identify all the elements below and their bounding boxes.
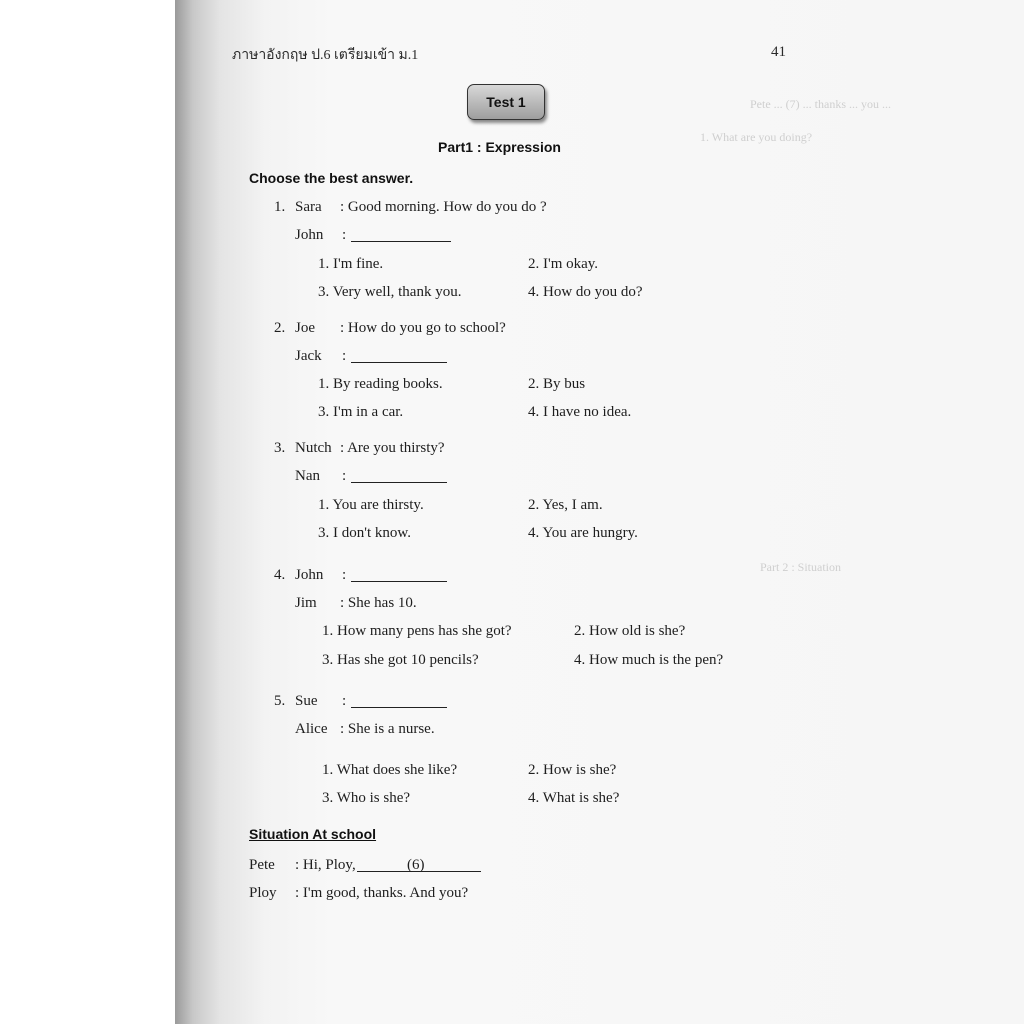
dialogue-line: : I'm good, thanks. And you? <box>295 885 469 901</box>
option: 2. I'm okay. <box>528 256 599 272</box>
dialogue-line: : <box>342 227 347 243</box>
option: 4. How much is the pen? <box>574 652 724 668</box>
speaker-name: Jim <box>295 595 317 611</box>
option: 4. You are hungry. <box>528 525 638 541</box>
speaker-name: John <box>295 227 324 243</box>
dialogue-line: : <box>342 468 347 484</box>
bleed-through-text: Pete ... (7) ... thanks ... you ... <box>750 97 891 111</box>
speaker-name: Ploy <box>249 885 277 901</box>
question-number: 1. <box>274 199 286 215</box>
option: 3. Who is she? <box>322 790 411 806</box>
page-number: 41 <box>771 44 786 60</box>
option: 1. How many pens has she got? <box>322 623 512 639</box>
part-title: Part1 : Expression <box>438 139 561 155</box>
option: 1. I'm fine. <box>318 256 384 272</box>
option: 2. How old is she? <box>574 623 686 639</box>
answer-blank <box>351 693 447 708</box>
dialogue-line: : Hi, Ploy, <box>295 857 356 873</box>
answer-blank <box>351 468 447 483</box>
question-number: 5. <box>274 693 286 709</box>
dialogue-line: : <box>342 348 347 364</box>
blank-number: (6) <box>407 857 425 873</box>
speaker-name: Joe <box>295 320 315 336</box>
instruction: Choose the best answer. <box>249 170 414 186</box>
option: 2. How is she? <box>528 762 617 778</box>
answer-blank <box>351 227 451 242</box>
option: 3. Very well, thank you. <box>318 284 462 300</box>
question-number: 3. <box>274 440 286 456</box>
dialogue-line: : She is a nurse. <box>340 721 435 737</box>
question-number: 4. <box>274 567 286 583</box>
test-badge <box>467 84 545 120</box>
speaker-name: Sara <box>295 199 322 215</box>
speaker-name: Jack <box>295 348 322 364</box>
option: 3. Has she got 10 pencils? <box>322 652 479 668</box>
bleed-through-text: Part 2 : Situation <box>760 560 841 574</box>
test-badge-label: Test 1 <box>486 94 526 110</box>
speaker-name: Nan <box>295 468 320 484</box>
dialogue-line: : <box>342 693 347 709</box>
dialogue-line: : Are you thirsty? <box>340 440 445 456</box>
option: 2. Yes, I am. <box>528 497 603 513</box>
answer-blank <box>351 567 447 582</box>
option: 1. By reading books. <box>318 376 443 392</box>
option: 2. By bus <box>528 376 586 392</box>
option: 4. I have no idea. <box>528 404 632 420</box>
speaker-name: Pete <box>249 857 275 873</box>
question-number: 2. <box>274 320 286 336</box>
option: 1. What does she like? <box>322 762 458 778</box>
option: 1. You are thirsty. <box>318 497 424 513</box>
bleed-through-text: 1. What are you doing? <box>700 130 813 144</box>
situation-title: Situation At school <box>249 826 377 842</box>
dialogue-line: : <box>342 567 347 583</box>
dialogue-line: : She has 10. <box>340 595 417 611</box>
book-title-header: ภาษาอังกฤษ ป.6 เตรียมเข้า ม.1 <box>232 48 419 63</box>
dialogue-line: : How do you go to school? <box>340 320 506 336</box>
answer-blank <box>351 348 447 363</box>
speaker-name: John <box>295 567 324 583</box>
option: 3. I'm in a car. <box>318 404 404 420</box>
dialogue-line: : Good morning. How do you do ? <box>340 199 547 215</box>
speaker-name: Alice <box>295 721 328 737</box>
option: 4. What is she? <box>528 790 620 806</box>
option: 4. How do you do? <box>528 284 643 300</box>
speaker-name: Nutch <box>295 440 332 456</box>
speaker-name: Sue <box>295 693 318 709</box>
option: 3. I don't know. <box>318 525 411 541</box>
